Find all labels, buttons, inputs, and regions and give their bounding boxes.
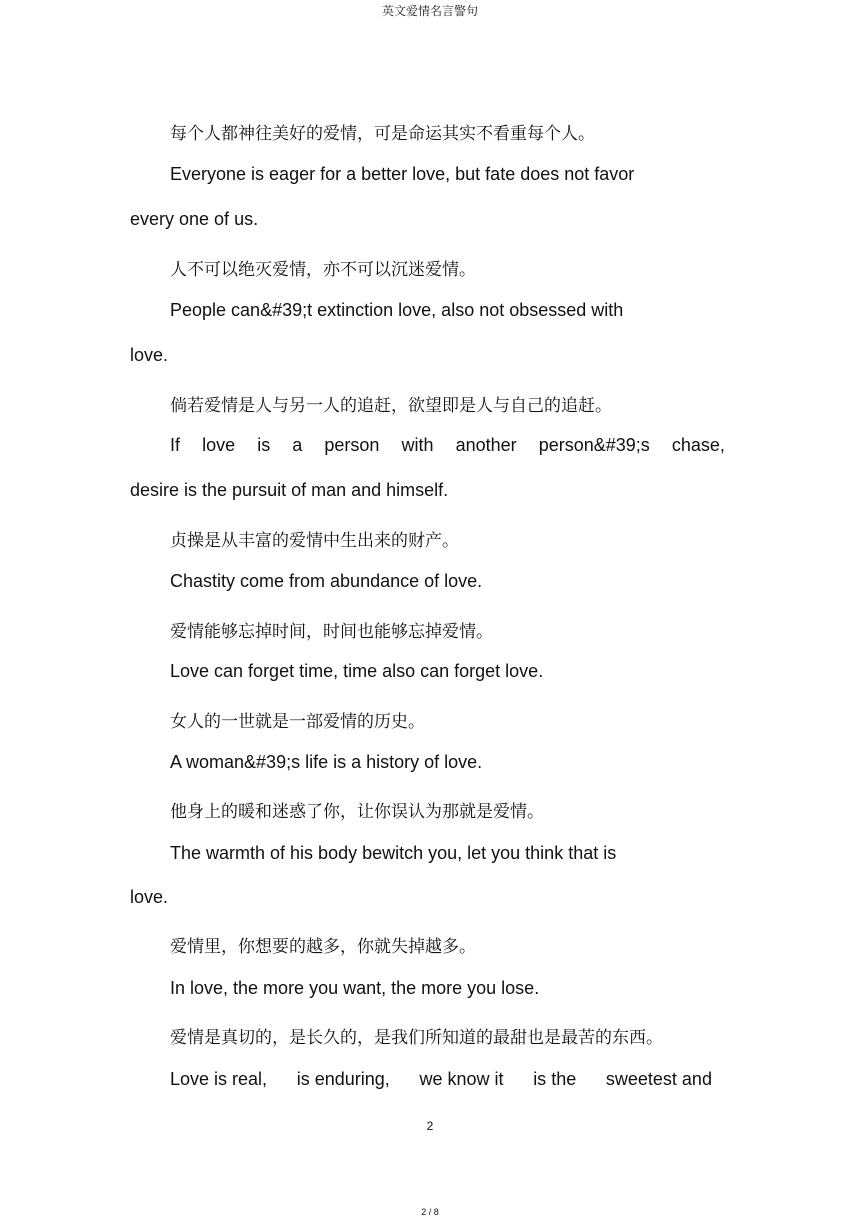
word: we know it	[419, 1069, 504, 1089]
quote-english-3	[170, 435, 725, 456]
quote-english-8: In love, the more you want, the more you lose.	[170, 978, 540, 998]
quote-english-1-cont: every one of us.	[130, 209, 259, 229]
word: If	[170, 435, 181, 455]
quote-chinese-2: 人不可以绝灭爱情，亦不可以沉迷爱情。	[170, 260, 476, 280]
word: person&#39;s	[538, 435, 650, 455]
quote-english-3-cont: desire is the pursuit of man and himself.	[130, 480, 449, 500]
quote-english-1: Everyone is eager for a better love, but fate does not favor	[170, 164, 635, 184]
quote-chinese-5: 爱情能够忘掉时间，时间也能够忘掉爱情。	[170, 622, 493, 642]
quote-english-9	[170, 1069, 712, 1090]
word: a	[292, 435, 303, 455]
quote-chinese-7: 他身上的暖和迷惑了你，让你误认为那就是爱情。	[170, 802, 544, 822]
quote-chinese-3: 倘若爱情是人与另一人的追赶，欲望即是人与自己的追赶。	[170, 396, 612, 416]
document-header-title: 英文爱情名言警句	[381, 4, 478, 18]
word: is the	[533, 1069, 577, 1089]
word: love	[202, 435, 236, 455]
word: Love is real,	[170, 1069, 268, 1089]
quote-chinese-8: 爱情里，你想要的越多，你就失掉越多。	[170, 937, 476, 957]
quote-english-2: People can&#39;t extinction love, also not obsessed with	[170, 300, 624, 320]
word: is	[257, 435, 271, 455]
word: person	[324, 435, 380, 455]
quote-english-6: A woman&#39;s life is a history of love.	[170, 752, 483, 772]
quote-english-7: The warmth of his body bewitch you, let you think that is	[170, 843, 617, 863]
page-number: 2	[426, 1119, 434, 1133]
word: sweetest and	[605, 1069, 712, 1089]
quote-english-7-cont: love.	[130, 887, 169, 907]
word: another	[455, 435, 517, 455]
quote-english-2-cont: love.	[130, 345, 169, 365]
quote-english-5: Love can forget time, time also can forget love.	[170, 661, 544, 681]
page-indicator: 2 / 8	[421, 1207, 439, 1217]
word: chase,	[671, 435, 725, 455]
quote-chinese-6: 女人的一世就是一部爱情的历史。	[170, 712, 425, 732]
quote-chinese-9: 爱情是真切的，是长久的，是我们所知道的最甜也是最苦的东西。	[170, 1028, 663, 1048]
quote-chinese-4: 贞操是从丰富的爱情中生出来的财产。	[170, 531, 459, 551]
quote-chinese-1: 每个人都神往美好的爱情，可是命运其实不看重每个人。	[170, 124, 595, 144]
word: is enduring,	[296, 1069, 390, 1089]
quote-english-4: Chastity come from abundance of love.	[170, 571, 483, 591]
word: with	[401, 435, 434, 455]
